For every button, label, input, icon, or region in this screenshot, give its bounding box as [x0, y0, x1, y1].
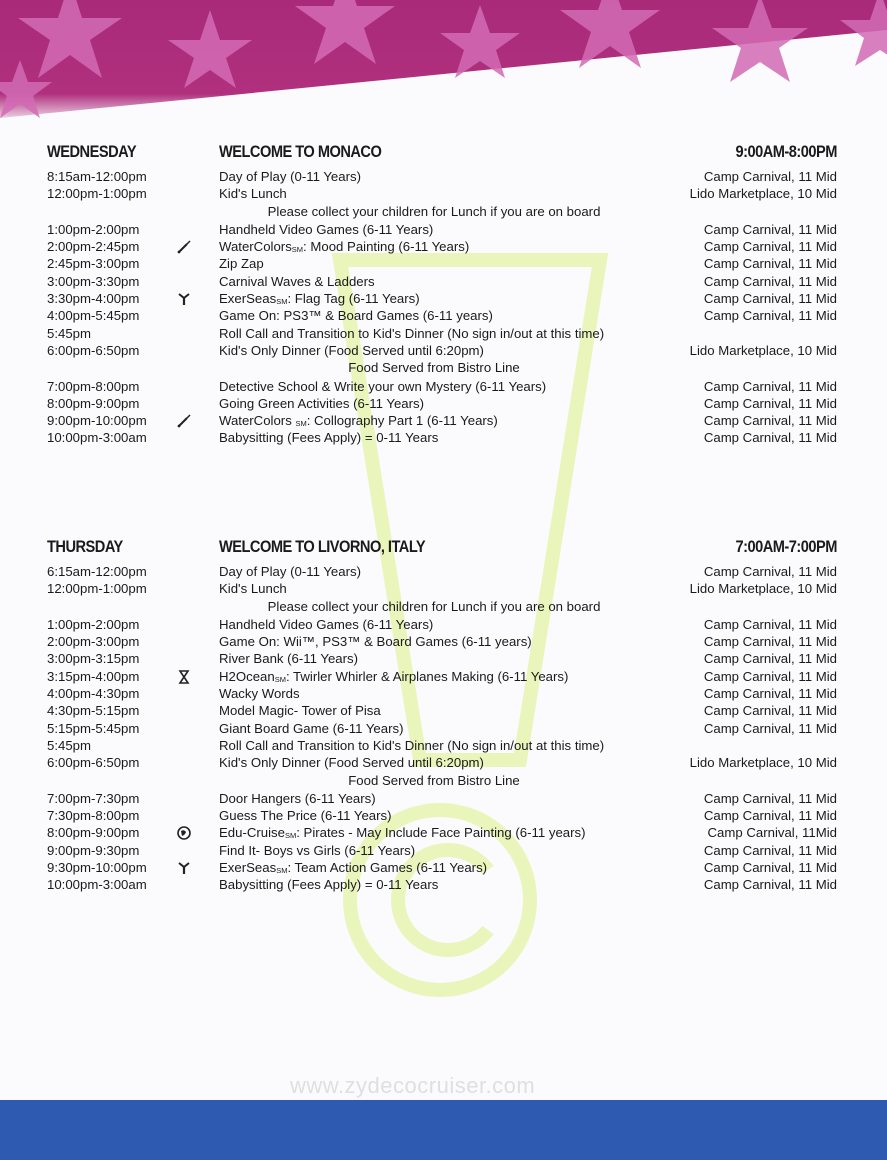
- hourglass-icon: [176, 669, 192, 685]
- activity-location: Camp Carnival, 11 Mid: [703, 256, 837, 272]
- time-slot: 8:00pm-9:00pm: [47, 825, 140, 841]
- activity-brand: WaterColors: [219, 239, 292, 255]
- activity-name: Handheld Video Games (6-11 Years): [219, 221, 434, 237]
- schedule-row: [0, 429, 887, 446]
- time-slot: 9:30pm-10:00pm: [47, 860, 147, 876]
- activity-name: Door Hangers (6-11 Years): [219, 790, 376, 806]
- time-slot: 10:00pm-3:00am: [47, 430, 147, 446]
- schedule-row: [0, 290, 887, 307]
- schedule-row: [0, 668, 887, 685]
- dumbbell-icon: [176, 860, 192, 876]
- time-slot: 1:00pm-2:00pm: [47, 616, 140, 632]
- activity-location: Camp Carnival, 11 Mid: [703, 616, 837, 632]
- schedule-list: [0, 563, 887, 894]
- time-slot: 7:00pm-8:00pm: [47, 378, 140, 394]
- day-title: WEDNESDAY: [47, 142, 137, 161]
- schedule-row: [0, 342, 887, 359]
- activity-location: Camp Carnival, 11 Mid: [703, 686, 837, 702]
- activity-name: Game On: PS3™ & Board Games (6-11 years): [219, 308, 493, 324]
- time-slot: 7:30pm-8:00pm: [47, 808, 140, 824]
- schedule-row: [0, 273, 887, 290]
- activity-name: Babysitting (Fees Apply) = 0-11 Years: [219, 877, 439, 893]
- time-slot: 9:00pm-10:00pm: [47, 413, 147, 429]
- activity-brand: ExerSeas: [219, 291, 277, 307]
- activity-location: Camp Carnival, 11 Mid: [703, 239, 837, 255]
- time-slot: 9:00pm-9:30pm: [47, 842, 140, 858]
- schedule-row: [0, 378, 887, 395]
- activity-name: Giant Board Game (6-11 Years): [219, 720, 404, 736]
- time-slot: 4:30pm-5:15pm: [47, 703, 140, 719]
- watermark-text: www.zydecocruiser.com: [290, 1073, 536, 1098]
- top-banner: [0, 0, 887, 140]
- schedule-row: [0, 702, 887, 719]
- activity-location: Camp Carnival, 11 Mid: [703, 378, 837, 394]
- time-slot: 7:00pm-7:30pm: [47, 790, 140, 806]
- activity-location: Lido Marketplace, 10 Mid: [689, 342, 837, 358]
- activity-location: Camp Carnival, 11 Mid: [703, 668, 837, 684]
- schedule-row: [0, 412, 887, 429]
- activity-name: Kid's Lunch: [219, 186, 287, 202]
- open-hours: 9:00AM-8:00PM: [735, 142, 837, 161]
- activity-detail: : Twirler Whirler & Airplanes Making (6-11 Years): [285, 668, 569, 684]
- time-slot: 12:00pm-1:00pm: [47, 581, 147, 597]
- activity-name: Day of Play (0-11 Years): [219, 564, 361, 579]
- schedule-row: [0, 563, 887, 580]
- time-slot: 6:00pm-6:50pm: [47, 342, 140, 358]
- activity-location: Camp Carnival, 11 Mid: [703, 564, 837, 579]
- note-row: [0, 203, 887, 220]
- activity-location: Camp Carnival, 11 Mid: [703, 291, 837, 307]
- activity-brand: WaterColors: [219, 413, 296, 429]
- activity-location: Camp Carnival, 11 Mid: [703, 395, 837, 411]
- schedule-row: [0, 185, 887, 202]
- time-slot: 12:00pm-1:00pm: [47, 186, 147, 202]
- activity-location: Camp Carnival, 11 Mid: [703, 430, 837, 446]
- time-slot: 6:15am-12:00pm: [47, 564, 147, 579]
- schedule-row: [0, 737, 887, 754]
- activity-location: Camp Carnival, 11Mid: [707, 825, 837, 841]
- time-slot: 2:00pm-3:00pm: [47, 634, 140, 650]
- activity-location: Camp Carnival, 11 Mid: [703, 790, 837, 806]
- time-slot: 6:00pm-6:50pm: [47, 755, 140, 771]
- activity-location: Lido Marketplace, 10 Mid: [689, 581, 837, 597]
- activity-location: Camp Carnival, 11 Mid: [703, 308, 837, 324]
- note-row: [0, 598, 887, 615]
- activity-detail: : Mood Painting (6-11 Years): [303, 239, 470, 255]
- activity-location: Camp Carnival, 11 Mid: [703, 221, 837, 237]
- activity-brand: ExerSeas: [219, 860, 277, 876]
- time-slot: 10:00pm-3:00am: [47, 877, 147, 893]
- time-slot: 5:45pm: [47, 325, 91, 341]
- dumbbell-icon: [176, 291, 192, 307]
- note-text: Food Served from Bistro Line: [348, 360, 520, 376]
- schedule-row: [0, 790, 887, 807]
- time-slot: 4:00pm-4:30pm: [47, 686, 140, 702]
- note-row: [0, 359, 887, 376]
- paintbrush-icon: [176, 239, 192, 255]
- schedule-row: [0, 633, 887, 650]
- activity-name: Day of Play (0-11 Years): [219, 169, 361, 184]
- section-header: [0, 142, 887, 166]
- service-mark: SM: [274, 674, 286, 684]
- schedule-list: [0, 168, 887, 447]
- activity-name: Game On: Wii™, PS3™ & Board Games (6-11 years): [219, 634, 532, 650]
- activity-location: Lido Marketplace, 10 Mid: [689, 755, 837, 771]
- activity-name: Guess The Price (6-11 Years): [219, 808, 392, 824]
- schedule-row: [0, 307, 887, 324]
- time-slot: 2:45pm-3:00pm: [47, 256, 140, 272]
- activity-detail: : Pirates - May Include Face Painting (6-11 years): [296, 825, 586, 841]
- schedule-row: [0, 824, 887, 841]
- schedule-row: [0, 255, 887, 272]
- activity-location: Camp Carnival, 11 Mid: [703, 703, 837, 719]
- open-hours: 7:00AM-7:00PM: [735, 537, 837, 556]
- schedule-row: [0, 859, 887, 876]
- globe-icon: [176, 825, 192, 841]
- activity-location: Camp Carnival, 11 Mid: [703, 808, 837, 824]
- activity-name: Roll Call and Transition to Kid's Dinner (No sign in/out at this time): [219, 325, 605, 341]
- port-title: WELCOME TO MONACO: [219, 142, 382, 161]
- activity-location: Camp Carnival, 11 Mid: [703, 842, 837, 858]
- schedule-row: [0, 168, 887, 185]
- schedule-row: [0, 580, 887, 597]
- activity-detail: : Collography Part 1 (6-11 Years): [306, 413, 498, 429]
- activity-name: River Bank (6-11 Years): [219, 651, 359, 667]
- activity-location: Camp Carnival, 11 Mid: [703, 860, 837, 876]
- day-title: THURSDAY: [47, 537, 123, 556]
- time-slot: 5:15pm-5:45pm: [47, 720, 140, 736]
- bottom-bar: [0, 1100, 887, 1160]
- activity-name: Babysitting (Fees Apply) = 0-11 Years: [219, 430, 439, 446]
- note-text: Food Served from Bistro Line: [348, 772, 520, 788]
- activity-name: Carnival Waves & Ladders: [219, 273, 375, 289]
- schedule-row: [0, 221, 887, 238]
- activity-name: Wacky Words: [219, 686, 300, 702]
- schedule-row: [0, 807, 887, 824]
- activity-name: Detective School & Write your own Mystery (6-11 Years): [219, 378, 547, 394]
- time-slot: 3:00pm-3:15pm: [47, 651, 140, 667]
- time-slot: 1:00pm-2:00pm: [47, 221, 140, 237]
- service-mark: SM: [276, 866, 288, 876]
- note-row: [0, 772, 887, 789]
- time-slot: 3:30pm-4:00pm: [47, 291, 140, 307]
- activity-location: Camp Carnival, 11 Mid: [703, 651, 837, 667]
- activity-name: Kid's Only Dinner (Food Served until 6:20pm): [219, 342, 484, 358]
- schedule-row: [0, 395, 887, 412]
- activity-location: Camp Carnival, 11 Mid: [703, 273, 837, 289]
- time-slot: 4:00pm-5:45pm: [47, 308, 140, 324]
- schedule-row: [0, 325, 887, 342]
- activity-name: Handheld Video Games (6-11 Years): [219, 616, 434, 632]
- activity-name: Find It- Boys vs Girls (6-11 Years): [219, 842, 416, 858]
- activity-name: Kid's Only Dinner (Food Served until 6:20pm): [219, 755, 484, 771]
- activity-location: Camp Carnival, 11 Mid: [703, 413, 837, 429]
- schedule-row: [0, 238, 887, 255]
- paintbrush-icon: [176, 413, 192, 429]
- schedule-row: [0, 876, 887, 893]
- service-mark: SM: [295, 419, 307, 429]
- activity-name: Going Green Activities (6-11 Years): [219, 395, 424, 411]
- schedule-row: [0, 650, 887, 667]
- schedule-row: [0, 720, 887, 737]
- schedule-row: [0, 842, 887, 859]
- activity-location: Camp Carnival, 11 Mid: [703, 877, 837, 893]
- time-slot: 2:00pm-2:45pm: [47, 239, 140, 255]
- activity-name: Roll Call and Transition to Kid's Dinner (No sign in/out at this time): [219, 737, 605, 753]
- section-header: [0, 537, 887, 561]
- activity-location: Camp Carnival, 11 Mid: [703, 634, 837, 650]
- schedule-row: [0, 685, 887, 702]
- activity-name: Model Magic- Tower of Pisa: [219, 703, 381, 719]
- activity-brand: Edu-Cruise: [219, 825, 285, 841]
- star-pattern: [0, 0, 887, 140]
- service-mark: SM: [284, 831, 297, 841]
- activity-location: Camp Carnival, 11 Mid: [703, 720, 837, 736]
- activity-detail: : Team Action Games (6-11 Years): [287, 860, 488, 876]
- activity-brand: H2Ocean: [219, 668, 275, 684]
- activity-location: Lido Marketplace, 10 Mid: [689, 186, 837, 202]
- activity-name: Zip Zap: [219, 256, 264, 272]
- note-text: Please collect your children for Lunch if you are on board: [267, 598, 601, 614]
- schedule-row: [0, 754, 887, 771]
- activity-location: Camp Carnival, 11 Mid: [703, 169, 837, 184]
- schedule-row: [0, 616, 887, 633]
- activity-name: Kid's Lunch: [219, 581, 287, 597]
- time-slot: 8:00pm-9:00pm: [47, 395, 140, 411]
- time-slot: 3:15pm-4:00pm: [47, 668, 140, 684]
- time-slot: 5:45pm: [47, 737, 91, 753]
- activity-detail: : Flag Tag (6-11 Years): [287, 291, 420, 307]
- time-slot: 3:00pm-3:30pm: [47, 273, 140, 289]
- time-slot: 8:15am-12:00pm: [47, 169, 147, 184]
- service-mark: SM: [276, 297, 288, 307]
- port-title: WELCOME TO LIVORNO, ITALY: [219, 537, 426, 556]
- note-text: Please collect your children for Lunch if you are on board: [267, 203, 601, 219]
- service-mark: SM: [291, 245, 304, 255]
